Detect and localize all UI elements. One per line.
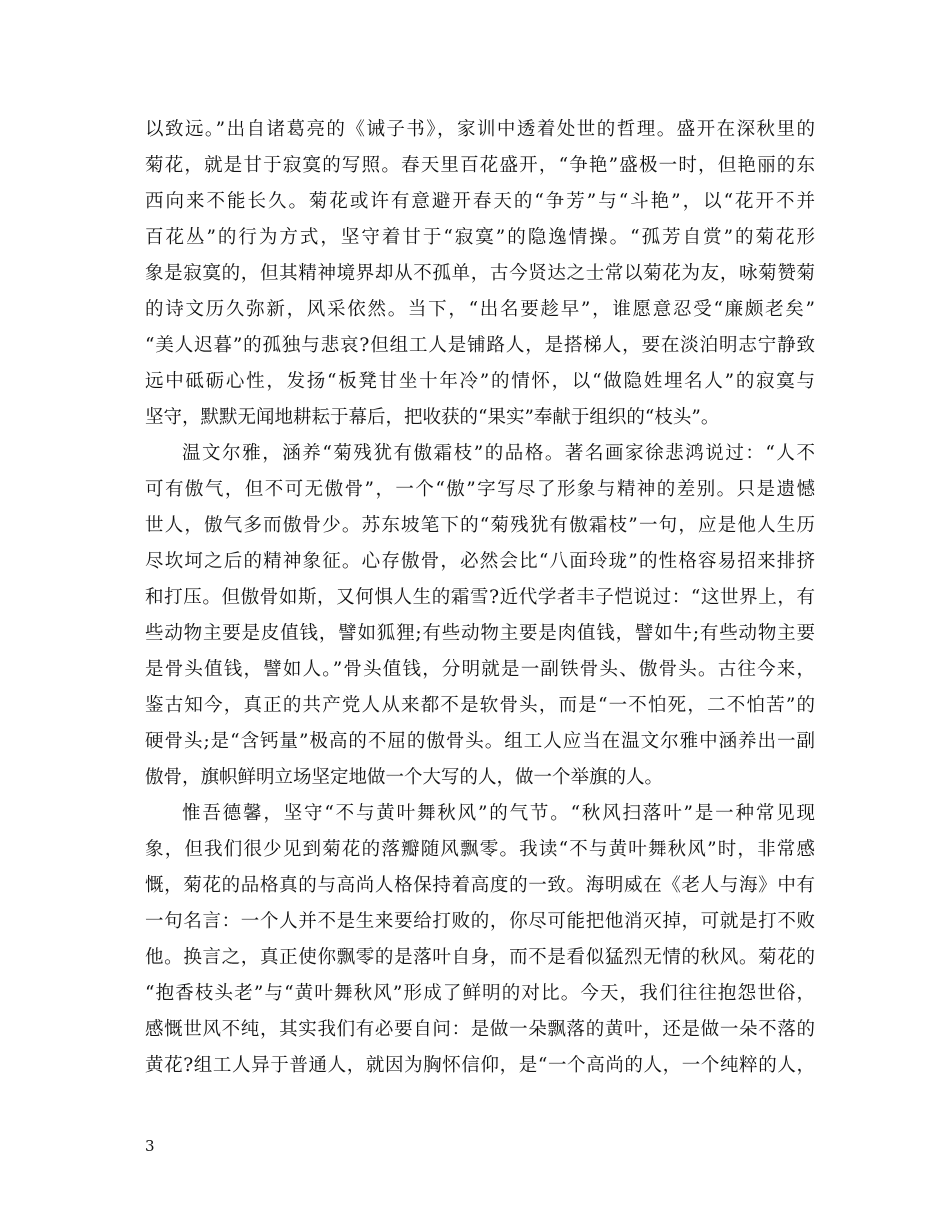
text-line: 些动物主要是皮值钱，譬如狐狸;有些动物主要是肉值钱，譬如牛;有些动物主要: [145, 623, 815, 644]
page-number: 3: [145, 1137, 155, 1155]
text-line: “抱香枝头老”与“黄叶舞秋风”形成了鲜明的对比。今天，我们往往抱怨世俗，: [145, 983, 815, 1004]
text-line: 菊花，就是甘于寂寞的写照。春天里百花盛开，“争艳”盛极一时，但艳丽的东: [145, 155, 815, 176]
text-line: 鉴古知今，真正的共产党人从来都不是软骨头，而是“一不怕死，二不怕苦”的: [145, 695, 815, 716]
text-line: 远中砥砺心性，发扬“板凳甘坐十年冷”的情怀，以“做隐姓埋名人”的寂寞与: [145, 371, 815, 392]
text-line: 象是寂寞的，但其精神境界却从不孤单，古今贤达之士常以菊花为友，咏菊赞菊: [145, 263, 815, 284]
text-line: 西向来不能长久。菊花或许有意避开春天的“争芳”与“斗艳”，以“花开不并: [145, 191, 815, 212]
text-line: 以致远。”出自诸葛亮的《诫子书》，家训中透着处世的哲理。盛开在深秋里的: [145, 119, 815, 140]
text-line: 的诗文历久弥新，风采依然。当下，“出名要趁早”，谁愿意忍受“廉颇老矣”: [145, 299, 815, 320]
text-line: 感慨世风不纯，其实我们有必要自问：是做一朵飘落的黄叶，还是做一朵不落的: [145, 1019, 815, 1040]
text-line: 惟吾德馨，坚守“不与黄叶舞秋风”的气节。“秋风扫落叶”是一种常见现: [182, 803, 815, 824]
text-line: 黄花?组工人异于普通人，就因为胸怀信仰，是“一个高尚的人，一个纯粹的人，: [145, 1055, 815, 1076]
paragraph: [145, 436, 815, 796]
text-line: “美人迟暮”的孤独与悲哀?但组工人是铺路人，是搭梯人，要在淡泊明志宁静致: [145, 335, 815, 356]
text-line: 世人，傲气多而傲骨少。苏东坡笔下的“菊残犹有傲霜枝”一句，应是他人生历: [145, 515, 815, 536]
text-line: 坚守，默默无闻地耕耘于幕后，把收获的“果实”奉献于组织的“枝头”。: [145, 407, 720, 428]
text-line: 可有傲气，但不可无傲骨”，一个“傲”字写尽了形象与精神的差别。只是遗憾: [145, 479, 815, 500]
text-line: 百花丛”的行为方式，坚守着甘于“寂寞”的隐逸情操。“孤芳自赏”的菊花形: [145, 227, 815, 248]
text-line: 和打压。但傲骨如斯，又何惧人生的霜雪?近代学者丰子恺说过：“这世界上，有: [145, 587, 815, 608]
text-line: 慨，菊花的品格真的与高尚人格保持着高度的一致。海明威在《老人与海》中有: [145, 875, 815, 896]
text-line: 硬骨头;是“含钙量”极高的不屈的傲骨头。组工人应当在温文尔雅中涵养出一副: [145, 731, 815, 752]
text-line: 温文尔雅，涵养“菊残犹有傲霜枝”的品格。著名画家徐悲鸿说过：“人不: [182, 443, 815, 464]
text-line: 象，但我们很少见到菊花的落瓣随风飘零。我读“不与黄叶舞秋风”时，非常感: [145, 839, 815, 860]
body-text: [145, 112, 815, 1084]
paragraph: [145, 112, 815, 436]
text-line: 他。换言之，真正使你飘零的是落叶自身，而不是看似猛烈无情的秋风。菊花的: [145, 947, 815, 968]
text-line: 傲骨，旗帜鲜明立场坚定地做一个大写的人，做一个举旗的人。: [145, 767, 664, 788]
text-line: 一句名言：一个人并不是生来要给打败的，你尽可能把他消灭掉，可就是打不败: [145, 911, 815, 932]
paragraph: [145, 796, 815, 1084]
text-line: 尽坎坷之后的精神象征。心存傲骨，必然会比“八面玲珑”的性格容易招来排挤: [145, 551, 815, 572]
text-line: 是骨头值钱，譬如人。”骨头值钱，分明就是一副铁骨头、傲骨头。古往今来，: [145, 659, 815, 680]
